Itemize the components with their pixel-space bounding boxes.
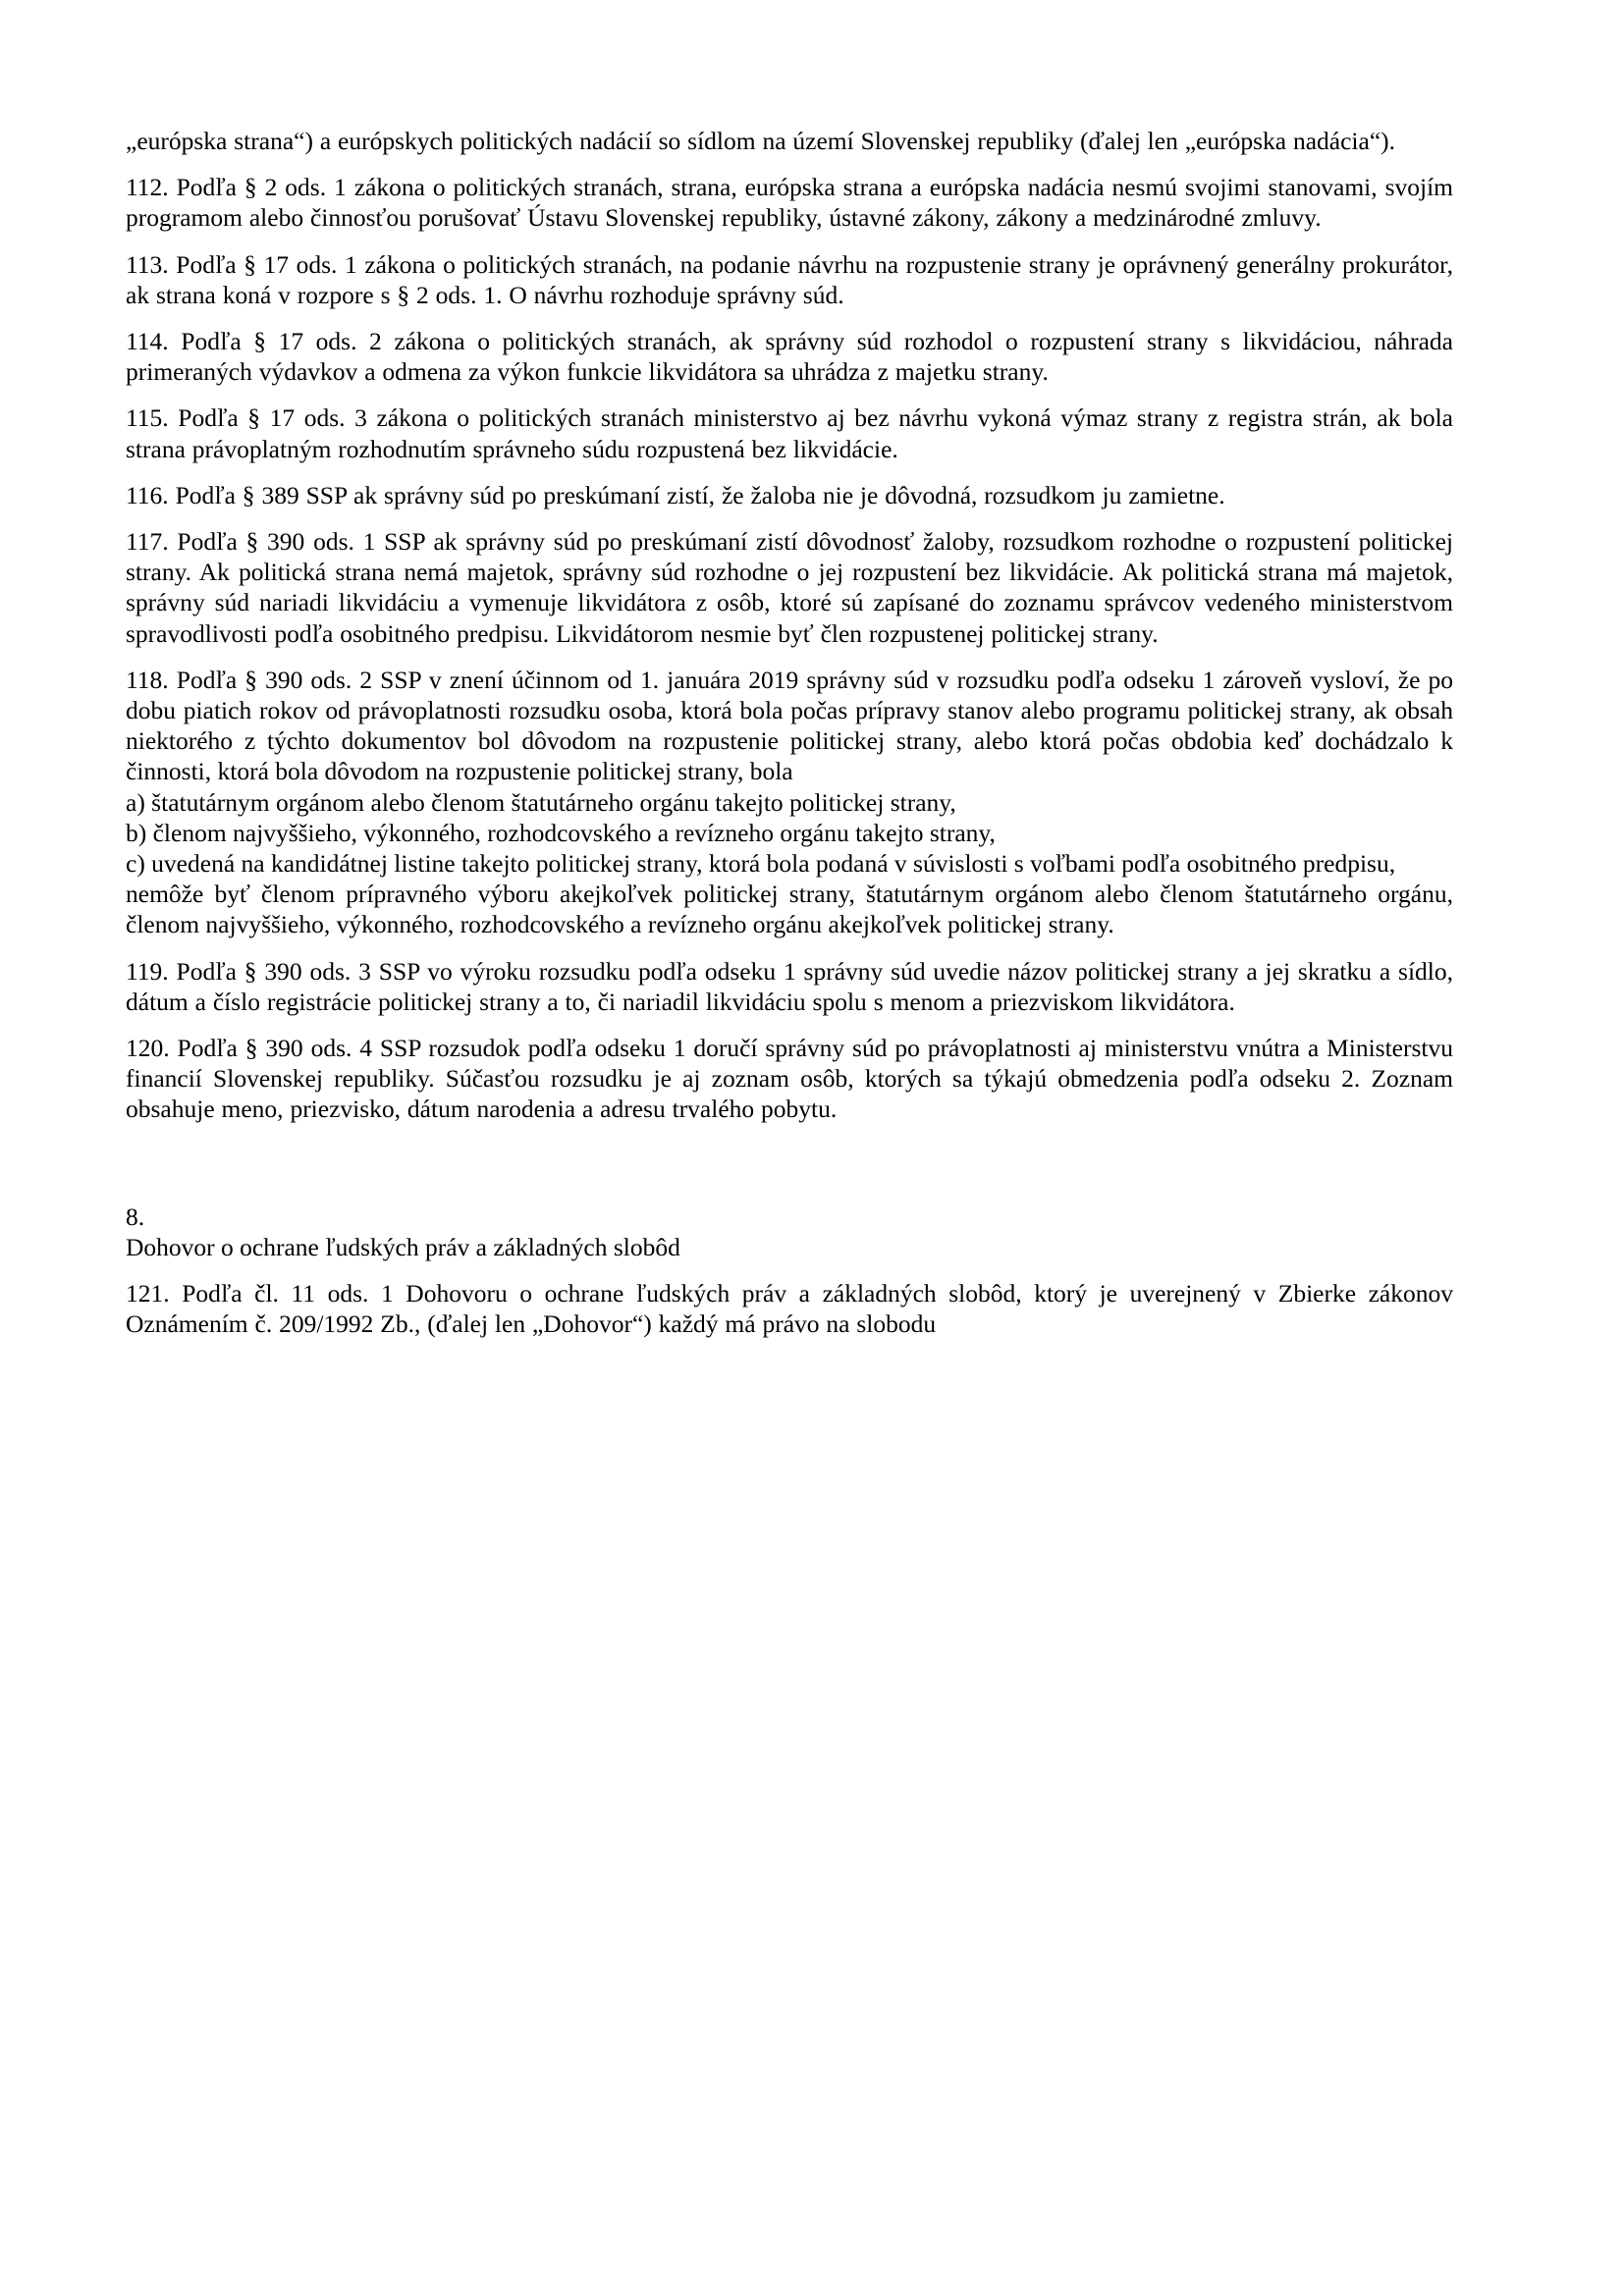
paragraph-continuation-europska-nadacia: „európska strana“) a európskych politických nadácií so sídlom na území Slovenskej republiky (ďalej len „európska nadácia“). (126, 127, 1396, 155)
paragraph-118 (126, 665, 1453, 940)
section-heading-8 (126, 1201, 1453, 1262)
section-title: Dohovor o ochrane ľudských práv a základných slobôd (126, 1232, 680, 1261)
page-text-column (126, 126, 1453, 1340)
paragraph-118-lead: 118. Podľa § 390 ods. 2 SSP v znení účinnom od 1. januára 2019 správny súd v rozsudku podľa odseku 1 zároveň vysloví, že po dobu piatich rokov od právoplatnosti rozsudku osoba, ktorá bola počas prípravy stanov alebo programu politickej strany, ak obsah niektorého z týchto dokumentov bol dôvodom na rozpustenie politickej strany, alebo ktorá počas obdobia keď dochádzalo k činnosti, ktorá bola dôvodom na rozpustenie politickej strany, bola (126, 665, 1453, 786)
section-spacer (126, 1141, 1453, 1201)
paragraph-118-item-a: a) štatutárnym orgánom alebo členom štatutárneho orgánu takejto politickej strany, (126, 787, 956, 817)
paragraph-118-tail: nemôže byť členom prípravného výboru akejkoľvek politickej strany, štatutárnym orgánom alebo členom štatutárneho orgánu, členom najvyššieho, výkonného, rozhodcovského a revízneho orgánu akejkoľvek politickej strany. (126, 880, 1453, 939)
paragraph-120: 120. Podľa § 390 ods. 4 SSP rozsudok podľa odseku 1 doručí správny súd po právoplatnosti aj ministerstvu vnútra a Ministerstvu financií Slovenskej republiky. Súčasťou rozsudku je aj zoznam osôb, ktorých sa týkajú obmedzenia podľa odseku 2. Zoznam obsahuje meno, priezvisko, dátum narodenia a adresu trvalého pobytu. (126, 1034, 1453, 1124)
paragraph-113: 113. Podľa § 17 ods. 1 zákona o politických stranách, na podanie návrhu na rozpustenie strany je oprávnený generálny prokurátor, ak strana koná v rozpore s § 2 ods. 1. O návrhu rozhoduje správny súd. (126, 249, 1453, 309)
paragraph-116: 116. Podľa § 389 SSP ak správny súd po preskúmaní zistí, že žaloba nie je dôvodná, rozsudkom ju zamietne. (126, 480, 1225, 509)
paragraph-118-item-c: c) uvedená na kandidátnej listine takejto politickej strany, ktorá bola podaná v súvislosti s voľbami podľa osobitného predpisu, (126, 849, 1396, 879)
paragraph-118-item-b: b) členom najvyššieho, výkonného, rozhodcovského a revízneho orgánu takejto strany, (126, 818, 996, 847)
section-number: 8. (126, 1201, 145, 1231)
paragraph-121: 121. Podľa čl. 11 ods. 1 Dohovoru o ochrane ľudských práv a základných slobôd, ktorý je uverejnený v Zbierke zákonov Oznámením č. 209/1992 Zb., (ďalej len „Dohovor“) každý má právo na slobodu (126, 1279, 1453, 1339)
paragraph-112: 112. Podľa § 2 ods. 1 zákona o politických stranách, strana, európska strana a európska nadácia nesmú svojimi stanovami, svojím programom alebo činnosťou porušovať Ústavu Slovenskej republiky, ústavné zákony, zákony a medzinárodné zmluvy. (126, 173, 1453, 233)
paragraph-114: 114. Podľa § 17 ods. 2 zákona o politických stranách, ak správny súd rozhodol o rozpustení strany s likvidáciou, náhrada primeraných výdavkov a odmena za výkon funkcie likvidátora sa uhrádza z majetku strany. (126, 327, 1453, 387)
paragraph-117: 117. Podľa § 390 ods. 1 SSP ak správny súd po preskúmaní zistí dôvodnosť žaloby, rozsudkom rozhodne o rozpustení politickej strany. Ak politická strana nemá majetok, správny súd rozhodne o jej rozpustení bez likvidácie. Ak politická strana má majetok, správny súd nariadi likvidáciu a vymenuje likvidátora z osôb, ktoré sú zapísané do zoznamu správcov vedeného ministerstvom spravodlivosti podľa osobitného predpisu. Likvidátorom nesmie byť člen rozpustenej politickej strany. (126, 527, 1453, 648)
paragraph-115: 115. Podľa § 17 ods. 3 zákona o politických stranách ministerstvo aj bez návrhu vykoná výmaz strany z registra strán, ak bola strana právoplatným rozhodnutím správneho súdu rozpustená bez likvidácie. (126, 403, 1453, 463)
paragraph-119: 119. Podľa § 390 ods. 3 SSP vo výroku rozsudku podľa odseku 1 správny súd uvedie názov politickej strany a jej skratku a sídlo, dátum a číslo registrácie politickej strany a to, či nariadil likvidáciu spolu s menom a priezviskom likvidátora. (126, 956, 1453, 1016)
